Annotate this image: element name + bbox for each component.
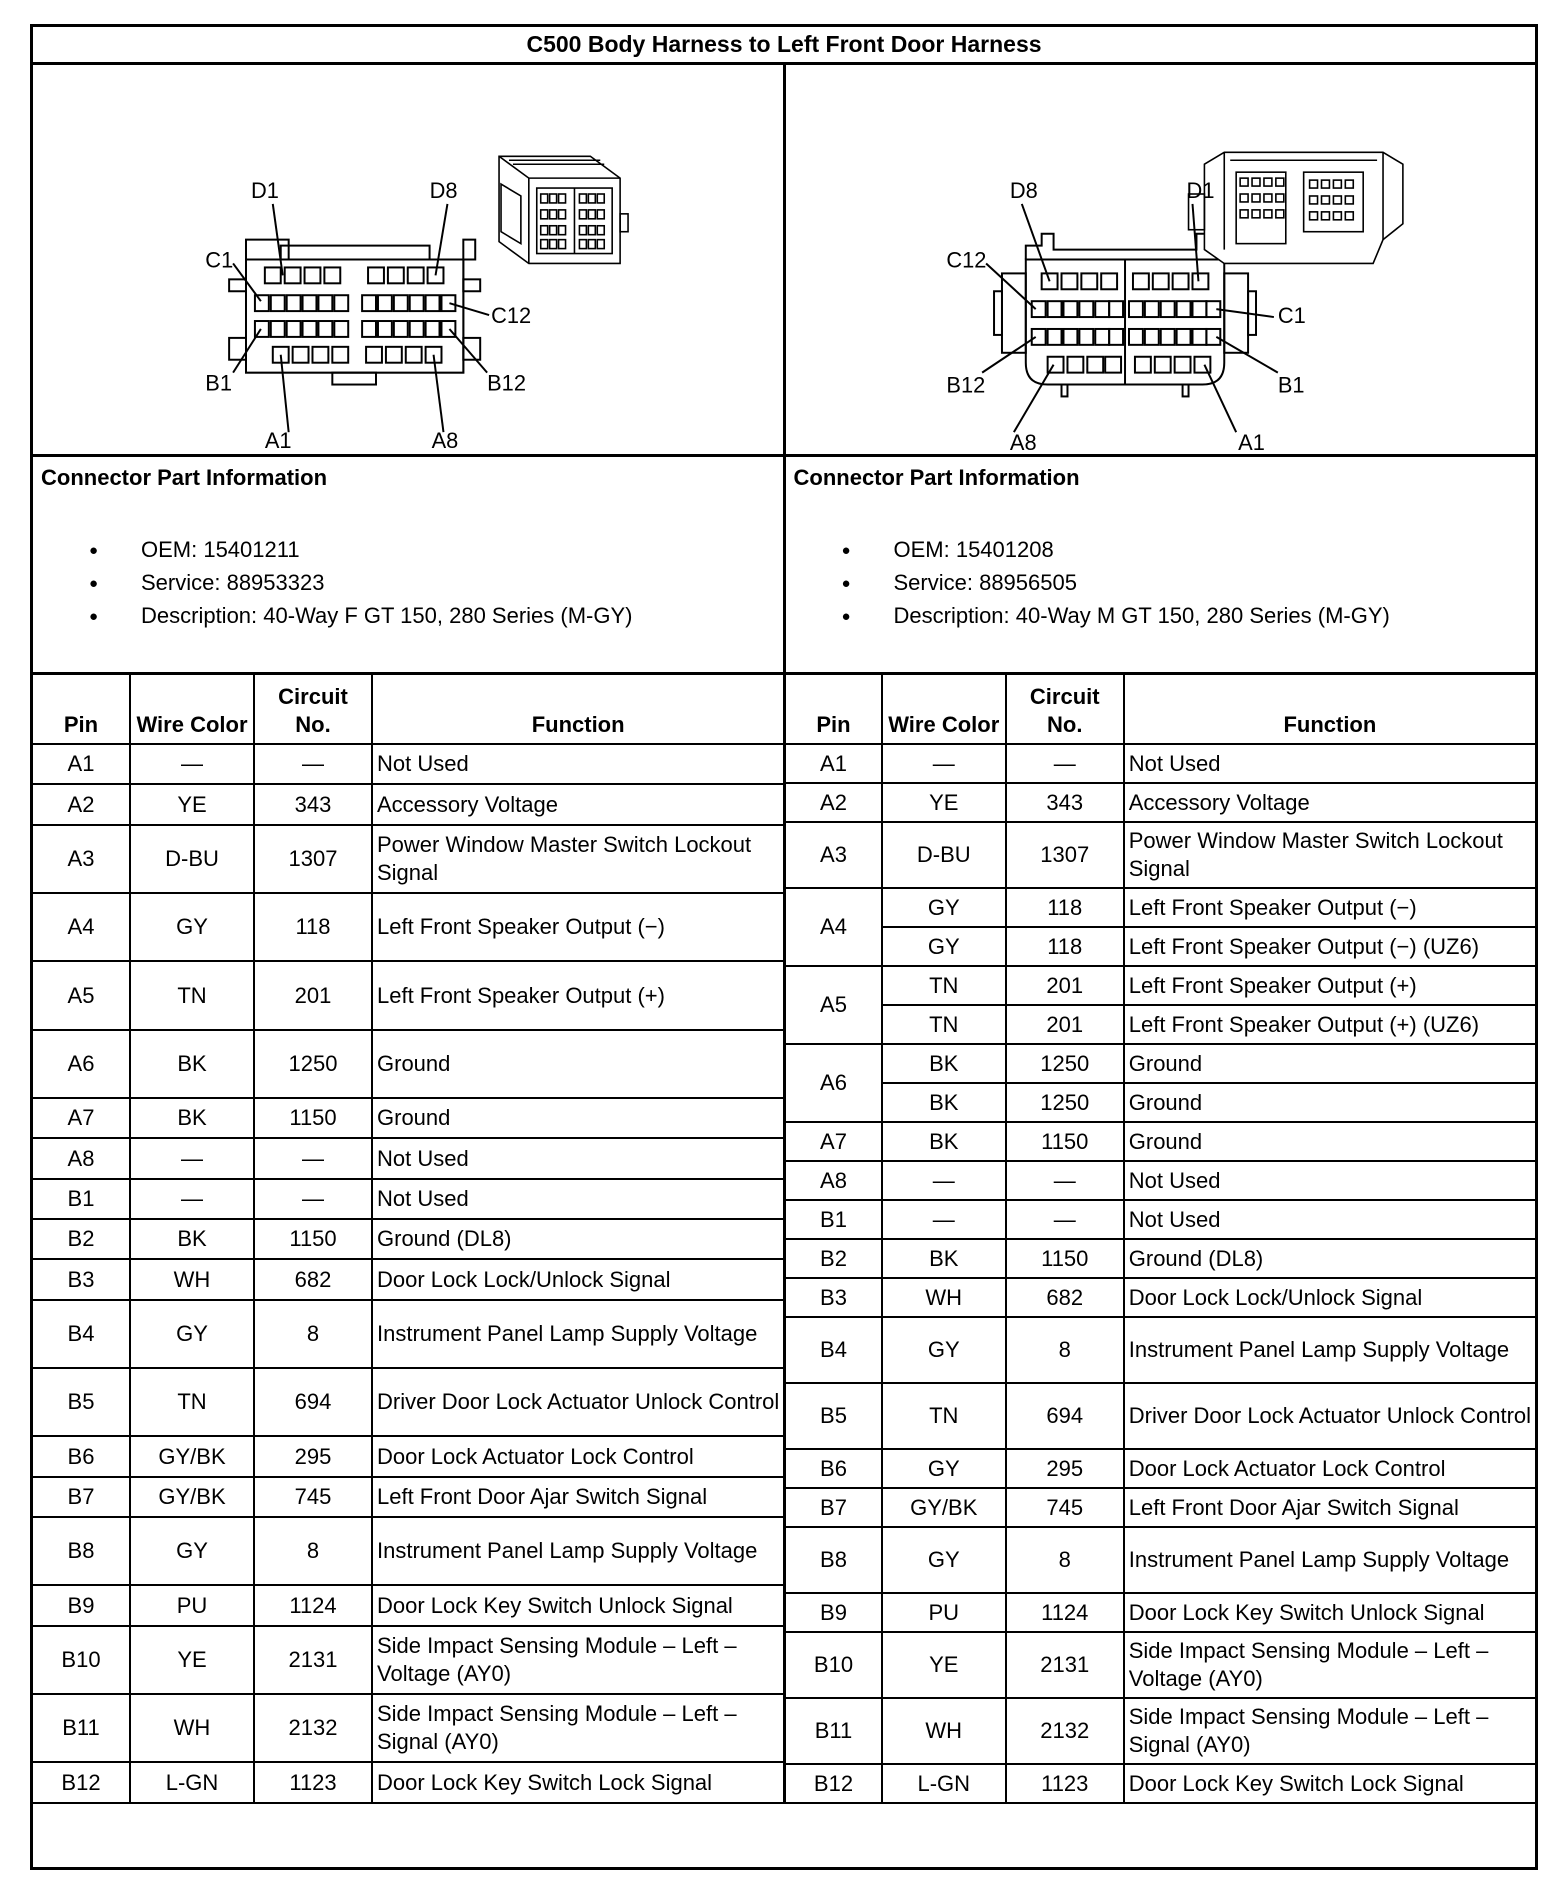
cell-circuit-no: 1123 <box>1006 1764 1124 1803</box>
cell-function: Accessory Voltage <box>1124 783 1535 822</box>
cell-wire-color: — <box>130 744 254 784</box>
header-circuit-no: Circuit No. <box>254 675 372 744</box>
cell-wire-color: GY <box>130 1517 254 1585</box>
cell-function: Left Front Speaker Output (+) (UZ6) <box>1124 1005 1535 1044</box>
cell-circuit-no: 201 <box>1006 966 1124 1005</box>
table-row <box>33 1517 783 1585</box>
cell-circuit-no: 8 <box>254 1517 372 1585</box>
cell-circuit-no: 1150 <box>254 1219 372 1259</box>
cell-wire-color: L-GN <box>882 1764 1006 1803</box>
cell-pin: B2 <box>785 1239 882 1278</box>
left-connector-diagram <box>33 65 783 454</box>
cell-pin: B1 <box>785 1200 882 1239</box>
label-b1: B1 <box>205 370 233 396</box>
cell-function: Driver Door Lock Actuator Unlock Control <box>1124 1383 1535 1449</box>
cell-pin: B9 <box>33 1585 130 1625</box>
label-d8: D8 <box>1009 177 1038 203</box>
cell-function: Left Front Speaker Output (−) (UZ6) <box>1124 927 1535 966</box>
header-wire-color: Wire Color <box>130 675 254 744</box>
cell-function: Left Front Speaker Output (−) <box>372 893 783 961</box>
table-row <box>33 1300 783 1368</box>
label-a8: A8 <box>431 428 459 454</box>
cell-pin: B4 <box>33 1300 130 1368</box>
cell-wire-color: BK <box>130 1098 254 1138</box>
cell-pin: B7 <box>33 1477 130 1517</box>
cell-wire-color: GY/BK <box>882 1488 1006 1527</box>
info-description: ● Description: 40-Way M GT 150, 280 Series (M-GY) <box>794 603 1528 636</box>
table-row <box>33 1436 783 1476</box>
table-row <box>785 1278 1535 1317</box>
cell-wire-color: D-BU <box>882 822 1006 888</box>
cell-circuit-no: — <box>1006 1161 1124 1200</box>
info-list <box>794 537 1528 636</box>
table-row <box>33 1030 783 1098</box>
cell-function: Left Front Speaker Output (+) <box>372 961 783 1029</box>
cell-function: Side Impact Sensing Module – Left – Voltage (AY0) <box>372 1626 783 1694</box>
cell-pin: B9 <box>785 1593 882 1632</box>
cell-circuit-no: 1123 <box>254 1762 372 1803</box>
cell-function: Left Front Door Ajar Switch Signal <box>372 1477 783 1517</box>
connector-sheet <box>30 24 1538 1870</box>
cell-wire-color: YE <box>130 1626 254 1694</box>
table-row <box>785 1593 1535 1632</box>
cell-circuit-no: 1307 <box>1006 822 1124 888</box>
cell-function: Accessory Voltage <box>372 784 783 824</box>
cell-pin: B11 <box>33 1694 130 1762</box>
cell-wire-color: GY <box>130 1300 254 1368</box>
cell-function: Left Front Door Ajar Switch Signal <box>1124 1488 1535 1527</box>
cell-circuit-no: 682 <box>254 1259 372 1299</box>
cell-circuit-no: — <box>254 1179 372 1219</box>
cell-wire-color: PU <box>130 1585 254 1625</box>
cell-wire-color: GY/BK <box>130 1477 254 1517</box>
table-row <box>33 1762 783 1803</box>
table-row <box>785 1632 1535 1698</box>
info-oem: ● OEM: 15401208 <box>794 537 1528 570</box>
label-b1: B1 <box>1277 372 1305 398</box>
cell-function: Ground <box>372 1098 783 1138</box>
cell-circuit-no: 1124 <box>254 1585 372 1625</box>
cell-function: Not Used <box>1124 744 1535 783</box>
cell-circuit-no: 118 <box>1006 927 1124 966</box>
table-row <box>33 1259 783 1299</box>
cell-circuit-no: 745 <box>1006 1488 1124 1527</box>
cell-circuit-no: 694 <box>1006 1383 1124 1449</box>
cell-wire-color: YE <box>130 784 254 824</box>
cell-function: Door Lock Actuator Lock Control <box>372 1436 783 1476</box>
header-wire-color: Wire Color <box>882 675 1006 744</box>
label-b12: B12 <box>487 370 526 396</box>
table-row <box>785 1449 1535 1488</box>
label-d1: D1 <box>250 177 279 203</box>
table-row <box>33 1368 783 1436</box>
label-a8: A8 <box>1009 430 1037 454</box>
cell-wire-color: BK <box>882 1122 1006 1161</box>
table-row <box>785 1764 1535 1803</box>
cell-wire-color: GY <box>882 927 1006 966</box>
page-title: C500 Body Harness to Left Front Door Harness <box>33 27 1535 65</box>
cell-pin: B8 <box>785 1527 882 1593</box>
cell-wire-color: GY <box>882 888 1006 927</box>
cell-wire-color: TN <box>130 961 254 1029</box>
table-row <box>33 1585 783 1625</box>
table-row <box>785 966 1535 1005</box>
cell-wire-color: YE <box>882 783 1006 822</box>
cell-wire-color: BK <box>882 1083 1006 1122</box>
table-row <box>785 1200 1535 1239</box>
table-row <box>785 927 1535 966</box>
cell-wire-color: L-GN <box>130 1762 254 1803</box>
cell-pin: A5 <box>785 966 882 1044</box>
table-row <box>33 784 783 824</box>
header-pin: Pin <box>33 675 130 744</box>
cell-function: Not Used <box>1124 1200 1535 1239</box>
table-row <box>785 1317 1535 1383</box>
cell-circuit-no: 343 <box>254 784 372 824</box>
table-row <box>785 1527 1535 1593</box>
cell-pin: B3 <box>33 1259 130 1299</box>
table-row <box>785 1698 1535 1764</box>
cell-circuit-no: 2132 <box>1006 1698 1124 1764</box>
cell-function: Not Used <box>1124 1161 1535 1200</box>
cell-pin: B10 <box>785 1632 882 1698</box>
cell-circuit-no: 1250 <box>1006 1044 1124 1083</box>
cell-wire-color: PU <box>882 1593 1006 1632</box>
info-service: ● Service: 88956505 <box>794 570 1528 603</box>
table-row <box>785 1161 1535 1200</box>
table-row <box>785 1044 1535 1083</box>
cell-function: Left Front Speaker Output (−) <box>1124 888 1535 927</box>
cell-wire-color: — <box>882 1161 1006 1200</box>
cell-function: Ground <box>1124 1044 1535 1083</box>
label-d1: D1 <box>1186 177 1214 203</box>
cell-circuit-no: 1124 <box>1006 1593 1124 1632</box>
cell-function: Instrument Panel Lamp Supply Voltage <box>1124 1527 1535 1593</box>
cell-function: Left Front Speaker Output (+) <box>1124 966 1535 1005</box>
label-a1: A1 <box>264 428 292 454</box>
cell-circuit-no: 118 <box>1006 888 1124 927</box>
cell-function: Driver Door Lock Actuator Unlock Control <box>372 1368 783 1436</box>
cell-wire-color: WH <box>130 1694 254 1762</box>
table-row <box>785 1488 1535 1527</box>
cell-function: Door Lock Key Switch Lock Signal <box>372 1762 783 1803</box>
cell-pin: A3 <box>785 822 882 888</box>
cell-circuit-no: — <box>1006 744 1124 783</box>
cell-pin: A1 <box>33 744 130 784</box>
cell-function: Ground <box>372 1030 783 1098</box>
cell-circuit-no: 118 <box>254 893 372 961</box>
cell-pin: A8 <box>33 1138 130 1178</box>
cell-wire-color: — <box>882 744 1006 783</box>
cell-pin: A6 <box>33 1030 130 1098</box>
cell-wire-color: — <box>130 1179 254 1219</box>
cell-circuit-no: 2131 <box>254 1626 372 1694</box>
header-circuit-no: Circuit No. <box>1006 675 1124 744</box>
label-c12: C12 <box>945 247 986 273</box>
table-row <box>33 825 783 893</box>
header-function: Function <box>1124 675 1535 744</box>
cell-wire-color: GY <box>882 1449 1006 1488</box>
cell-wire-color: WH <box>882 1278 1006 1317</box>
table-row <box>33 1694 783 1762</box>
cell-pin: A2 <box>33 784 130 824</box>
table-row <box>33 1098 783 1138</box>
cell-pin: A7 <box>785 1122 882 1161</box>
left-connector-drawing <box>33 65 783 454</box>
cell-function: Ground (DL8) <box>372 1219 783 1259</box>
cell-pin: B5 <box>785 1383 882 1449</box>
cell-function: Not Used <box>372 1179 783 1219</box>
cell-function: Instrument Panel Lamp Supply Voltage <box>1124 1317 1535 1383</box>
left-pinout-table <box>33 675 783 1804</box>
cell-function: Side Impact Sensing Module – Left – Signal (AY0) <box>372 1694 783 1762</box>
connector-diagrams <box>33 65 1535 457</box>
table-row <box>785 783 1535 822</box>
cell-circuit-no: 745 <box>254 1477 372 1517</box>
cell-pin: B10 <box>33 1626 130 1694</box>
label-c1: C1 <box>1277 303 1306 329</box>
cell-function: Power Window Master Switch Lockout Signal <box>1124 822 1535 888</box>
left-part-info <box>33 457 783 672</box>
cell-circuit-no: 1307 <box>254 825 372 893</box>
cell-pin: B4 <box>785 1317 882 1383</box>
cell-circuit-no: 1150 <box>254 1098 372 1138</box>
cell-pin: A6 <box>785 1044 882 1122</box>
label-a1: A1 <box>1237 430 1265 454</box>
cell-function: Ground <box>1124 1083 1535 1122</box>
label-d8: D8 <box>429 177 458 203</box>
cell-pin: B12 <box>785 1764 882 1803</box>
cell-pin: B11 <box>785 1698 882 1764</box>
cell-pin: B12 <box>33 1762 130 1803</box>
cell-circuit-no: 1250 <box>254 1030 372 1098</box>
table-row <box>785 744 1535 783</box>
table-row <box>785 1239 1535 1278</box>
table-row <box>785 1083 1535 1122</box>
cell-circuit-no: 295 <box>1006 1449 1124 1488</box>
connector-part-info <box>33 457 1535 675</box>
info-title: Connector Part Information <box>793 465 1080 490</box>
cell-function: Side Impact Sensing Module – Left – Voltage (AY0) <box>1124 1632 1535 1698</box>
table-row <box>785 822 1535 888</box>
cell-wire-color: D-BU <box>130 825 254 893</box>
cell-pin: B3 <box>785 1278 882 1317</box>
cell-wire-color: — <box>882 1200 1006 1239</box>
cell-wire-color: TN <box>882 1383 1006 1449</box>
cell-wire-color: YE <box>882 1632 1006 1698</box>
cell-wire-color: BK <box>882 1044 1006 1083</box>
cell-wire-color: GY <box>130 893 254 961</box>
cell-circuit-no: 1250 <box>1006 1083 1124 1122</box>
info-oem: ● OEM: 15401211 <box>41 537 775 570</box>
cell-function: Not Used <box>372 744 783 784</box>
right-pinout-table <box>783 675 1535 1804</box>
cell-pin: A3 <box>33 825 130 893</box>
cell-function: Door Lock Lock/Unlock Signal <box>1124 1278 1535 1317</box>
label-c1: C1 <box>205 247 234 273</box>
table-row <box>785 1005 1535 1044</box>
table-row <box>785 1383 1535 1449</box>
cell-wire-color: BK <box>130 1030 254 1098</box>
cell-wire-color: WH <box>882 1698 1006 1764</box>
table-row <box>785 888 1535 927</box>
cell-circuit-no: 694 <box>254 1368 372 1436</box>
header-function: Function <box>372 675 783 744</box>
cell-function: Door Lock Actuator Lock Control <box>1124 1449 1535 1488</box>
cell-pin: B1 <box>33 1179 130 1219</box>
cell-wire-color: TN <box>130 1368 254 1436</box>
cell-circuit-no: 2132 <box>254 1694 372 1762</box>
cell-circuit-no: 201 <box>1006 1005 1124 1044</box>
cell-pin: B2 <box>33 1219 130 1259</box>
cell-wire-color: WH <box>130 1259 254 1299</box>
right-part-info <box>783 457 1536 672</box>
cell-circuit-no: 8 <box>1006 1527 1124 1593</box>
table-row <box>785 1122 1535 1161</box>
cell-circuit-no: 8 <box>1006 1317 1124 1383</box>
cell-circuit-no: 8 <box>254 1300 372 1368</box>
cell-wire-color: BK <box>882 1239 1006 1278</box>
cell-pin: B6 <box>785 1449 882 1488</box>
table-row <box>33 1219 783 1259</box>
cell-function: Side Impact Sensing Module – Left – Signal (AY0) <box>1124 1698 1535 1764</box>
right-connector-drawing <box>786 65 1536 454</box>
cell-pin: A7 <box>33 1098 130 1138</box>
cell-function: Instrument Panel Lamp Supply Voltage <box>372 1517 783 1585</box>
table-row <box>33 1138 783 1178</box>
cell-function: Door Lock Key Switch Lock Signal <box>1124 1764 1535 1803</box>
header-pin: Pin <box>785 675 882 744</box>
cell-wire-color: TN <box>882 1005 1006 1044</box>
cell-pin: A4 <box>33 893 130 961</box>
cell-circuit-no: 343 <box>1006 783 1124 822</box>
cell-function: Ground (DL8) <box>1124 1239 1535 1278</box>
cell-function: Door Lock Lock/Unlock Signal <box>372 1259 783 1299</box>
table-row <box>33 1179 783 1219</box>
table-row <box>33 1626 783 1694</box>
info-description: ● Description: 40-Way F GT 150, 280 Series (M-GY) <box>41 603 775 636</box>
cell-circuit-no: — <box>254 1138 372 1178</box>
table-row <box>33 744 783 784</box>
cell-pin: B6 <box>33 1436 130 1476</box>
cell-function: Door Lock Key Switch Unlock Signal <box>1124 1593 1535 1632</box>
cell-function: Instrument Panel Lamp Supply Voltage <box>372 1300 783 1368</box>
cell-pin: A4 <box>785 888 882 966</box>
cell-circuit-no: — <box>1006 1200 1124 1239</box>
info-title: Connector Part Information <box>41 465 328 490</box>
table-row <box>33 893 783 961</box>
cell-function: Not Used <box>372 1138 783 1178</box>
cell-wire-color: — <box>130 1138 254 1178</box>
cell-function: Ground <box>1124 1122 1535 1161</box>
table-row <box>33 961 783 1029</box>
cell-wire-color: GY/BK <box>130 1436 254 1476</box>
cell-function: Door Lock Key Switch Unlock Signal <box>372 1585 783 1625</box>
table-row <box>33 1477 783 1517</box>
cell-function: Power Window Master Switch Lockout Signal <box>372 825 783 893</box>
cell-circuit-no: 295 <box>254 1436 372 1476</box>
cell-pin: A1 <box>785 744 882 783</box>
cell-pin: B5 <box>33 1368 130 1436</box>
label-b12: B12 <box>945 372 985 398</box>
info-list <box>41 537 775 636</box>
cell-wire-color: GY <box>882 1527 1006 1593</box>
cell-circuit-no: — <box>254 744 372 784</box>
cell-wire-color: TN <box>882 966 1006 1005</box>
cell-pin: A5 <box>33 961 130 1029</box>
cell-pin: A2 <box>785 783 882 822</box>
cell-circuit-no: 682 <box>1006 1278 1124 1317</box>
cell-circuit-no: 1150 <box>1006 1122 1124 1161</box>
cell-pin: B7 <box>785 1488 882 1527</box>
right-connector-diagram <box>783 65 1536 454</box>
cell-pin: A8 <box>785 1161 882 1200</box>
label-c12: C12 <box>491 303 532 329</box>
cell-circuit-no: 2131 <box>1006 1632 1124 1698</box>
cell-circuit-no: 1150 <box>1006 1239 1124 1278</box>
cell-wire-color: GY <box>882 1317 1006 1383</box>
cell-pin: B8 <box>33 1517 130 1585</box>
cell-wire-color: BK <box>130 1219 254 1259</box>
pinout-tables <box>33 675 1535 1804</box>
info-service: ● Service: 88953323 <box>41 570 775 603</box>
cell-circuit-no: 201 <box>254 961 372 1029</box>
